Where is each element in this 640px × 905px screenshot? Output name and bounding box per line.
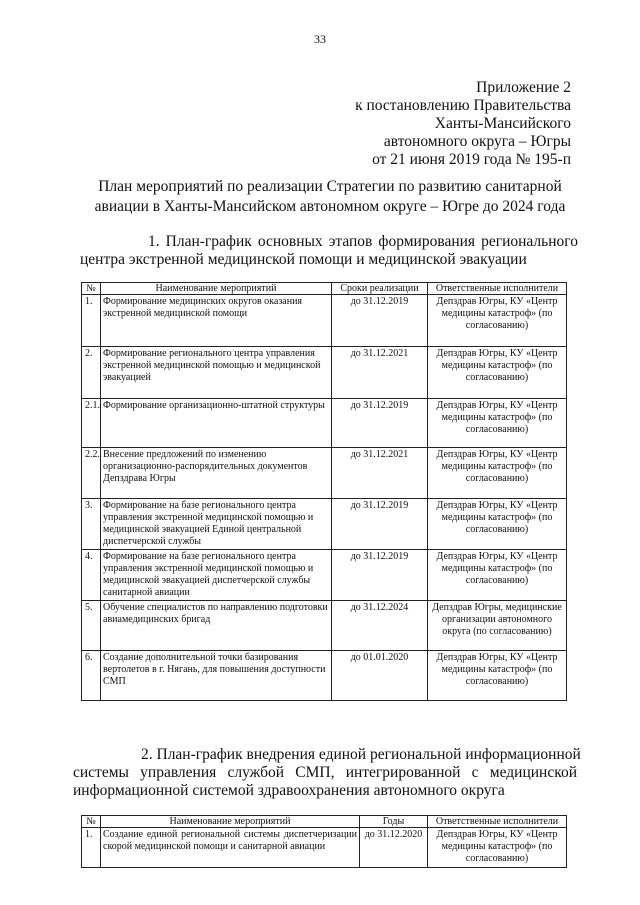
row-name: Создание единой региональной системы диспетчеризации скорой медицинской помощи и санитарной авиации (101, 828, 360, 868)
table-row (82, 828, 567, 868)
row-responsible: Депздрав Югры, КУ «Центр медицины катастроф» (по согласованию) (428, 651, 567, 701)
title-line: План мероприятий по реализации Стратегии по развитию санитарной (98, 178, 562, 195)
table-row (82, 651, 567, 701)
header-responsible: Ответственные исполнители (428, 283, 567, 295)
row-name: Формирование медицинских округов оказания экстренной медицинской помощи (101, 295, 332, 347)
row-number: 5. (82, 601, 101, 651)
row-deadline: до 31.12.2021 (332, 448, 428, 499)
document-title (80, 177, 580, 217)
row-deadline: до 01.01.2020 (332, 651, 428, 701)
schedule-table-1 (81, 282, 567, 701)
header-deadline: Сроки реализации (332, 283, 428, 295)
row-responsible: Депздрав Югры, КУ «Центр медицины катастроф» (по согласованию) (428, 448, 567, 499)
table-row (82, 448, 567, 499)
heading-line: центра экстренной медицинской помощи и медицинской эвакуации (80, 251, 527, 268)
appendix-line: к постановлению Правительства (355, 97, 571, 114)
row-number: 3. (82, 499, 101, 550)
heading-line: системы управления службой СМП, интегрированной с медицинской (73, 764, 577, 781)
row-name: Внесение предложений по изменению организационно-распорядительных документов Депздрава Югры (101, 448, 332, 499)
table-row (82, 399, 567, 448)
title-line: авиации в Ханты-Мансийском автономном округе – Югре до 2024 года (94, 198, 566, 215)
row-name: Формирование регионального центра управления экстренной медицинской помощью и медицинской эвакуацией (101, 347, 332, 399)
section-2-heading (73, 746, 581, 800)
row-deadline: до 31.12.2019 (332, 499, 428, 550)
row-name: Формирование на базе регионального центра управления экстренной медицинской помощью и медицинской эвакуацией диспетчерской службы санитарной авиации (101, 550, 332, 601)
row-deadline: до 31.12.2019 (332, 399, 428, 448)
header-name: Наименование мероприятий (101, 283, 332, 295)
schedule-table-2 (81, 815, 567, 868)
appendix-block (355, 79, 571, 169)
heading-line: информационной системой здравоохранения автономного округа (73, 782, 505, 799)
row-name: Создание дополнительной точки базирования вертолетов в г. Нягань, для повышения доступности СМП (101, 651, 332, 701)
header-number: № (82, 816, 101, 828)
heading-line: 1. План-график основных этапов формирования регионального (148, 233, 578, 250)
table-header-row (82, 283, 567, 295)
table-row (82, 601, 567, 651)
row-number: 2.1. (82, 399, 101, 448)
table-row (82, 347, 567, 399)
row-responsible: Депздрав Югры, КУ «Центр медицины катастроф» (по согласованию) (428, 499, 567, 550)
header-number: № (82, 283, 101, 295)
row-name: Формирование на базе регионального центра управления экстренной медицинской помощью и медицинской эвакуацией Единой центральной диспетчерской службы (101, 499, 332, 550)
row-responsible: Депздрав Югры, медицинские организации автономного округа (по согласованию) (428, 601, 567, 651)
table-row (82, 295, 567, 347)
page-number: 33 (314, 32, 326, 46)
header-name: Наименование мероприятий (101, 816, 360, 828)
row-number: 6. (82, 651, 101, 701)
row-deadline: до 31.12.2021 (332, 347, 428, 399)
row-deadline: до 31.12.2019 (332, 550, 428, 601)
table-header-row (82, 816, 567, 828)
row-number: 4. (82, 550, 101, 601)
row-responsible: Депздрав Югры, КУ «Центр медицины катастроф» (по согласованию) (428, 828, 567, 868)
row-responsible: Депздрав Югры, КУ «Центр медицины катастроф» (по согласованию) (428, 399, 567, 448)
row-responsible: Депздрав Югры, КУ «Центр медицины катастроф» (по согласованию) (428, 347, 567, 399)
row-name: Формирование организационно-штатной структуры (101, 399, 332, 448)
header-responsible: Ответственные исполнители (428, 816, 567, 828)
appendix-line: от 21 июня 2019 года № 195-п (372, 151, 571, 168)
row-number: 1. (82, 295, 101, 347)
row-deadline: до 31.12.2024 (332, 601, 428, 651)
appendix-line: автономного округа – Югры (383, 133, 571, 150)
heading-line: 2. План-график внедрения единой региональной информационной (141, 746, 581, 763)
appendix-line: Приложение 2 (476, 79, 571, 96)
row-responsible: Депздрав Югры, КУ «Центр медицины катастроф» (по согласованию) (428, 295, 567, 347)
row-deadline: до 31.12.2020 (360, 828, 428, 868)
row-name: Обучение специалистов по направлению подготовки авиамедицинских бригад (101, 601, 332, 651)
row-deadline: до 31.12.2019 (332, 295, 428, 347)
table-row (82, 499, 567, 550)
row-number: 1. (82, 828, 101, 868)
appendix-line: Ханты-Мансийского (434, 115, 571, 132)
section-1-heading (80, 233, 578, 269)
row-number: 2. (82, 347, 101, 399)
header-years: Годы (360, 816, 428, 828)
table-row (82, 550, 567, 601)
row-responsible: Депздрав Югры, КУ «Центр медицины катастроф» (по согласованию) (428, 550, 567, 601)
row-number: 2.2. (82, 448, 101, 499)
